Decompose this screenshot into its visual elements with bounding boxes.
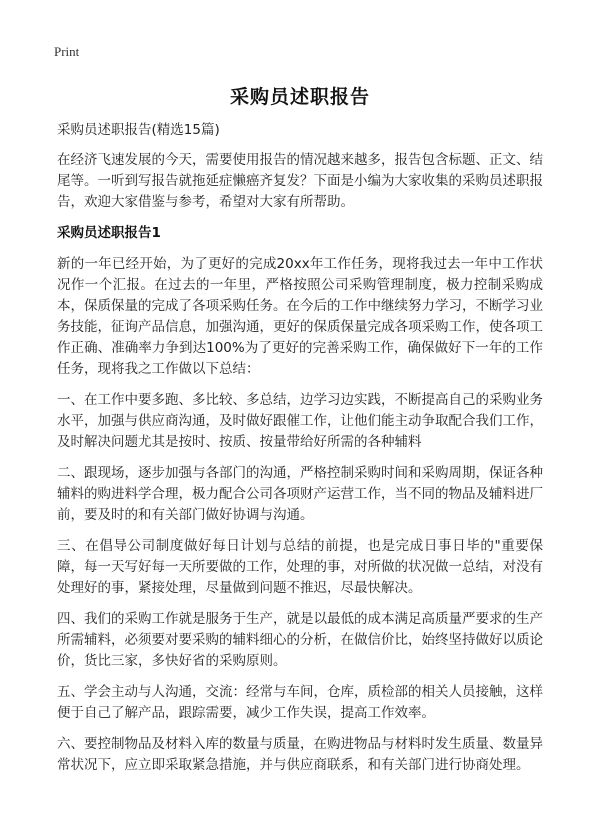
body-paragraph: 二、跟现场，逐步加强与各部门的沟通，严格控制采购时间和采购周期，保证各种辅料的购进料学合理，极力配合公司各项财产运营工作，当不同的物品及辅料进厂前，要及时的和有关部门做好协调与沟通。 xyxy=(57,465,543,523)
document-body xyxy=(57,120,543,786)
body-paragraph: 一、在工作中要多跑、多比较、多总结，边学习边实践，不断提高自己的采购业务水平，加强与供应商沟通，及时做好跟催工作，让他们能主动争取配合我们工作，及时解决问题尤其是按时、按质、按量带给好所需的各种辅料 xyxy=(57,392,543,450)
body-paragraph: 六、要控制物品及材料入库的数量与质量，在购进物品与材料时发生质量、数量异常状况下，应立即采取紧急措施，并与供应商联系，和有关部门进行协商处理。 xyxy=(57,736,543,773)
body-paragraph: 三、在倡导公司制度做好每日计划与总结的前提，也是完成日事日毕的"重要保障，每一天写好每一天所要做的工作，处理的事，对所做的状况做一总结，对没有处理好的事，紧接处理，尽量做到问题不推迟，尽最快解决。 xyxy=(57,538,543,596)
document-title: 采购员述职报告 xyxy=(229,86,370,108)
body-paragraph: 四、我们的采购工作就是服务于生产，就是以最低的成本满足高质量严要求的生产所需辅料，必须要对要采购的辅料细心的分析，在做信价比，始终坚持做好以质论价，货比三家，多快好省的采购原则。 xyxy=(57,611,543,669)
document-subtitle: 采购员述职报告(精选15篇) xyxy=(57,122,220,138)
body-paragraph: 新的一年已经开始，为了更好的完成20xx年工作任务，现将我过去一年中工作状况作一个汇报。在过去的一年里，严格按照公司采购管理制度，极力控制采购成本，保质保量的完成了各项采购任务。在今后的工作中继续努力学习，不断学习业务技能，征询产品信息，加强沟通，更好的保质保量完成各项采购工作，使各项工作正确、准确率力争到达100%为了更好的完善采购工作，确保做好下一年的工作任务，现将我之工作做以下总结： xyxy=(57,256,543,377)
intro-paragraph: 在经济飞速发展的今天，需要使用报告的情况越来越多，报告包含标题、正文、结尾等。一听到写报告就拖延症懒癌齐复发？下面是小编为大家收集的采购员述职报告，欢迎大家借鉴与参考，希望对大家有所帮助。 xyxy=(57,152,543,210)
body-paragraph: 五、学会主动与人沟通，交流：经常与车间，仓库，质检部的相关人员接触，这样便于自己了解产品，跟踪需要，减少工作失误，提高工作效率。 xyxy=(57,684,543,721)
print-label: Print xyxy=(54,44,80,59)
section-heading: 采购员述职报告1 xyxy=(57,225,161,241)
